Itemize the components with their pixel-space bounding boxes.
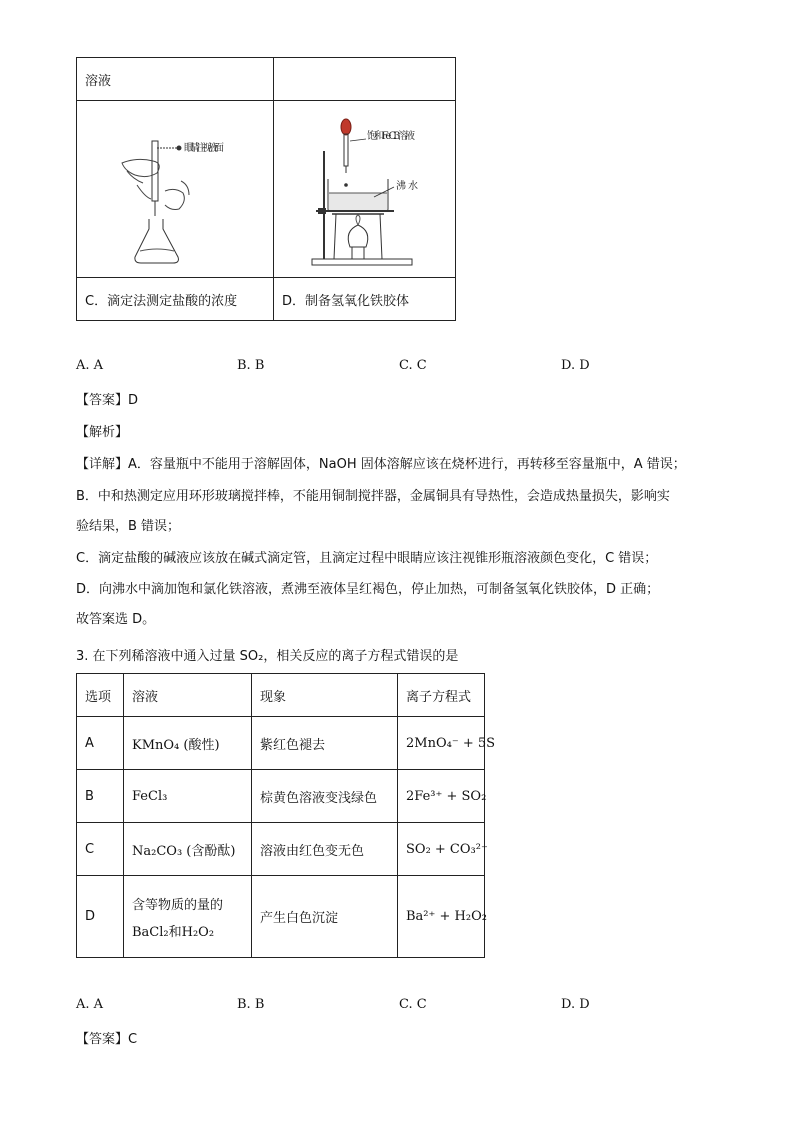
- q2-analysis-line: B．中和热测定应用环形玻璃搅拌棒，不能用铜制搅拌器，金属铜具有导热性，会造成热量损失，影响实: [76, 489, 670, 504]
- table-row: [77, 770, 485, 823]
- row-option: A: [77, 717, 124, 770]
- row-phenomenon: 棕黄色溶液变浅绿色: [252, 770, 398, 823]
- q2-choice-d: D. D: [561, 358, 590, 373]
- table-row: [77, 823, 485, 876]
- row-option: C: [77, 823, 124, 876]
- q3-header-equation: 离子方程式: [398, 674, 485, 717]
- titration-figure-cell: [77, 101, 274, 278]
- q3-table: [76, 673, 496, 958]
- q2-answer: 【答案】D: [76, 393, 139, 408]
- titration-apparatus-figure: [77, 101, 273, 277]
- q3-choice-d: D. D: [561, 997, 590, 1012]
- q2-choice-b: B. B: [237, 358, 265, 373]
- q3-header-phenomenon: 现象: [252, 674, 398, 717]
- q3-header-solution: 溶液: [124, 674, 252, 717]
- figure-label-boiling-water: 沸水: [396, 181, 418, 192]
- q2-analysis-tag: 【解析】: [76, 425, 129, 440]
- row-solution: [124, 876, 252, 958]
- q3-choice-c: C. C: [399, 997, 427, 1012]
- table-row: [77, 876, 485, 958]
- table-row: [77, 717, 485, 770]
- table1-header-right: [274, 58, 456, 101]
- row-option: D: [77, 876, 124, 958]
- q2-choice-a: A. A: [76, 358, 104, 373]
- row-solution-line2: BaCl₂和H₂O₂: [132, 924, 215, 940]
- row-solution: FeCl₃: [124, 770, 252, 823]
- q2-analysis-line: 故答案选 D。: [76, 612, 156, 627]
- colloid-figure-cell: [274, 101, 456, 278]
- table1-header-left: 溶液: [77, 58, 274, 101]
- caption-option-d: D．制备氢氧化铁胶体: [274, 278, 456, 321]
- row-solution: Na₂CO₃ (含酚酞): [124, 823, 252, 876]
- colloid-apparatus-figure: [274, 101, 455, 277]
- figure-label-fecl3: 饱和FeCl3溶液: [367, 131, 415, 142]
- q3-choice-a: A. A: [76, 997, 104, 1012]
- experiment-table: [76, 57, 456, 321]
- q2-analysis-line: D．向沸水中滴加饱和氯化铁溶液，煮沸至液体呈红褐色，停止加热，可制备氢氧化铁胶体，D 正确；: [76, 582, 660, 597]
- row-option: B: [77, 770, 124, 823]
- q3-header-option: 选项: [77, 674, 124, 717]
- row-phenomenon: 产生白色沉淀: [252, 876, 398, 958]
- q2-choice-c: C. C: [399, 358, 427, 373]
- q2-analysis-line: 【详解】A．容量瓶中不能用于溶解固体，NaOH 固体溶解应该在烧杯进行，再转移至容量瓶中，A 错误；: [76, 457, 686, 472]
- row-equation: SO₂ + CO₃²⁻: [398, 823, 485, 876]
- row-phenomenon: 紫红色褪去: [252, 717, 398, 770]
- q2-analysis-line: C．滴定盐酸的碱液应该放在碱式滴定管，且滴定过程中眼睛应该注视锥形瓶溶液颜色变化，C 错误；: [76, 551, 658, 566]
- row-solution: KMnO₄ (酸性): [124, 717, 252, 770]
- caption-option-c: C．滴定法测定盐酸的浓度: [77, 278, 274, 321]
- row-equation: 2Fe³⁺ + SO₂: [398, 770, 485, 823]
- q3-stem: 3. 在下列稀溶液中通入过量 SO₂，相关反应的离子方程式错误的是: [76, 649, 459, 664]
- row-equation: Ba²⁺ + H₂O₂: [398, 876, 485, 958]
- q3-answer: 【答案】C: [76, 1032, 138, 1047]
- row-phenomenon: 溶液由红色变无色: [252, 823, 398, 876]
- figure-label-eye: 眼睛注视液面: [184, 143, 224, 154]
- q3-choice-b: B. B: [237, 997, 265, 1012]
- row-solution-line1: 含等物质的量的: [132, 897, 224, 913]
- row-equation: 2MnO₄⁻ + 5S: [398, 717, 485, 770]
- q2-analysis-line: 验结果，B 错误；: [76, 519, 181, 534]
